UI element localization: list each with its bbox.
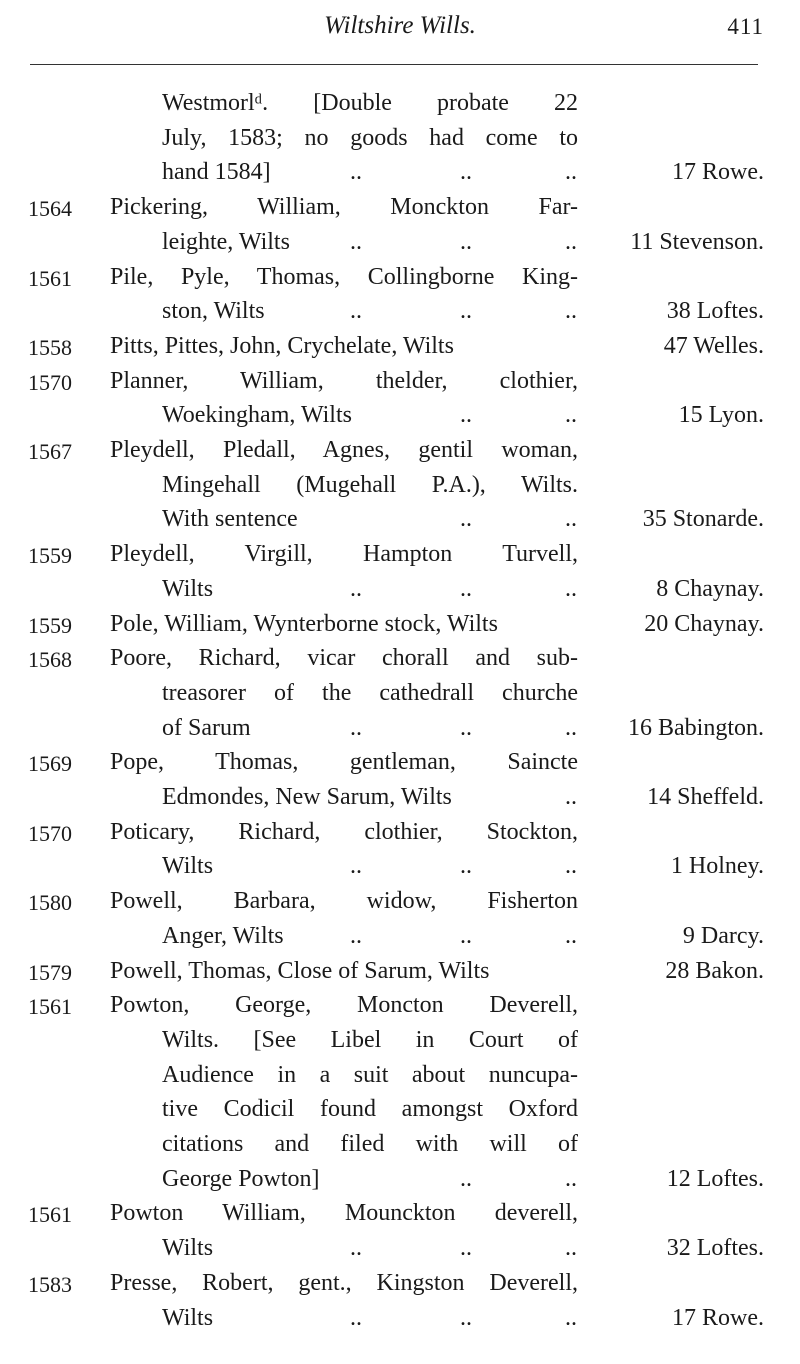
leader-dots: .. xyxy=(454,1235,472,1262)
leader-dots: .. xyxy=(559,506,577,533)
leader-dots: .. xyxy=(344,714,362,741)
leader-dots: .. xyxy=(344,575,362,602)
entry-year: 1561 xyxy=(28,1202,72,1228)
entry-line xyxy=(162,851,577,881)
leader-dots: .. xyxy=(559,575,577,602)
entry-line: Mingehall (Mugehall P.A.), Wilts. xyxy=(162,471,578,498)
entry-line: Powell, Thomas, Close of Sarum, Wilts xyxy=(110,957,490,984)
entry-line-text: ston, Wilts xyxy=(162,298,265,325)
leader-dots: .. xyxy=(559,159,577,186)
entry-year: 1564 xyxy=(28,196,72,222)
entry-line-text: With sentence xyxy=(162,506,298,533)
entry-line-text: Woekingham, Wilts xyxy=(162,402,352,429)
leader-dots: .. xyxy=(454,922,472,949)
entry-line: Pleydell, Virgill, Hampton Turvell, xyxy=(110,541,578,568)
entry-line: Poore, Richard, vicar chorall and sub- xyxy=(110,645,578,672)
entry-line xyxy=(162,227,577,257)
leader-dots: .. xyxy=(454,1304,472,1331)
leader-dots: .. xyxy=(344,1304,362,1331)
entry-line-text: hand 1584] xyxy=(162,159,271,186)
register-reference: 14 Sheffeld. xyxy=(647,784,764,810)
leader-dots: .. xyxy=(454,506,472,533)
entry-year: 1561 xyxy=(28,265,72,291)
entry-year: 1558 xyxy=(28,334,72,360)
entry-line: Poticary, Richard, clothier, Stockton, xyxy=(110,818,578,845)
register-reference: 15 Lyon. xyxy=(678,402,764,429)
entry-line: Pitts, Pittes, John, Crychelate, Wilts xyxy=(110,332,454,359)
leader-dots: .. xyxy=(344,159,362,186)
leader-dots: .. xyxy=(559,784,577,810)
entry-line-text: Anger, Wilts xyxy=(162,922,284,949)
leader-dots: .. xyxy=(344,1235,362,1262)
entry-line: July, 1583; no goods had come to xyxy=(162,124,578,151)
leader-dots: .. xyxy=(559,402,577,429)
leader-dots: .. xyxy=(454,575,472,602)
register-reference: 32 Loftes. xyxy=(666,1235,764,1262)
entry-line: Powton William, Mounckton deverell, xyxy=(110,1200,578,1227)
entry-line-text: Edmondes, New Sarum, Wilts xyxy=(162,784,452,810)
entry-line: Wilts. [See Libel in Court of xyxy=(162,1026,578,1053)
register-reference: 11 Stevenson. xyxy=(630,228,764,255)
entry-line xyxy=(162,713,577,743)
leader-dots: .. xyxy=(559,228,577,255)
leader-dots: .. xyxy=(454,1165,472,1192)
entry-line: citations and filed with will of xyxy=(162,1131,578,1157)
entry-line-text: Wilts xyxy=(162,575,214,602)
header-rule xyxy=(30,64,758,65)
entry-line: Westmorlᵈ. [Double probate 22 xyxy=(162,90,578,116)
leader-dots: .. xyxy=(559,1165,577,1192)
leader-dots: .. xyxy=(454,298,472,325)
entry-line xyxy=(162,157,577,187)
entry-year: 1568 xyxy=(28,647,72,673)
entry-year: 1579 xyxy=(28,959,72,985)
entry-line-text: Wilts xyxy=(162,1304,214,1331)
page-number: 411 xyxy=(727,14,764,39)
entry-line: tive Codicil found amongst Oxford xyxy=(162,1096,578,1123)
entry-line: Pope, Thomas, gentleman, Saincte xyxy=(110,749,578,776)
entry-line: Audience in a suit about nuncupa- xyxy=(162,1061,578,1088)
register-reference: 9 Darcy. xyxy=(682,922,764,949)
entry-line-text: of Sarum xyxy=(162,714,251,741)
entry-line: Pleydell, Pledall, Agnes, gentil woman, xyxy=(110,437,578,463)
leader-dots: .. xyxy=(344,922,362,949)
leader-dots: .. xyxy=(454,714,472,741)
entry-line: Pickering, William, Monckton Far- xyxy=(110,194,578,221)
entry-line xyxy=(162,921,577,951)
register-reference: 17 Rowe. xyxy=(672,1304,764,1331)
entry-year: 1561 xyxy=(28,994,72,1020)
entry-line xyxy=(162,296,577,326)
entry-line xyxy=(162,1233,577,1263)
entry-line-text: leighte, Wilts xyxy=(162,228,290,255)
entry-line: Pile, Pyle, Thomas, Collingborne King- xyxy=(110,263,578,290)
leader-dots: .. xyxy=(454,402,472,429)
leader-dots: .. xyxy=(454,228,472,255)
entry-line-text: George Powton] xyxy=(162,1165,320,1192)
entry-line xyxy=(162,1164,577,1194)
entry-line: Powell, Barbara, widow, Fisherton xyxy=(110,888,578,915)
entry-year: 1583 xyxy=(28,1271,72,1297)
register-reference: 16 Babington. xyxy=(628,714,764,741)
leader-dots: .. xyxy=(559,298,577,325)
entry-line xyxy=(162,1303,577,1333)
entry-year: 1570 xyxy=(28,820,72,846)
leader-dots: .. xyxy=(559,922,577,949)
entry-year: 1567 xyxy=(28,439,72,464)
running-title: Wiltshire Wills. xyxy=(324,12,476,39)
entry-line xyxy=(162,504,577,534)
leader-dots: .. xyxy=(454,853,472,880)
leader-dots: .. xyxy=(344,298,362,325)
leader-dots: .. xyxy=(559,1235,577,1262)
leader-dots: .. xyxy=(454,159,472,186)
entry-line-text: Wilts xyxy=(162,1235,214,1262)
entry-line xyxy=(162,574,577,604)
entry-line: Presse, Robert, gent., Kingston Deverell, xyxy=(110,1269,578,1296)
entry-year: 1559 xyxy=(28,612,72,638)
entry-year: 1559 xyxy=(28,543,72,569)
leader-dots: .. xyxy=(344,853,362,880)
register-reference: 12 Loftes. xyxy=(666,1165,764,1192)
leader-dots: .. xyxy=(559,1304,577,1331)
entry-line xyxy=(162,400,577,430)
entry-year: 1570 xyxy=(28,369,72,395)
entry-line: Pole, William, Wynterborne stock, Wilts xyxy=(110,610,498,637)
leader-dots: .. xyxy=(344,228,362,255)
entry-line xyxy=(162,782,577,812)
entry-year: 1580 xyxy=(28,890,72,916)
entry-year: 1569 xyxy=(28,751,72,777)
register-reference: 1 Holney. xyxy=(670,853,764,880)
register-reference: 8 Chaynay. xyxy=(656,575,764,602)
register-reference: 38 Loftes. xyxy=(666,298,764,325)
leader-dots: .. xyxy=(559,714,577,741)
leader-dots: .. xyxy=(559,853,577,880)
entry-line: Powton, George, Moncton Deverell, xyxy=(110,992,578,1019)
entry-line: treasorer of the cathedrall churche xyxy=(162,679,578,706)
register-reference: 20 Chaynay. xyxy=(644,610,764,637)
entry-line: Planner, William, thelder, clothier, xyxy=(110,367,578,394)
register-reference: 28 Bakon. xyxy=(665,957,764,984)
register-reference: 35 Stonarde. xyxy=(642,506,764,533)
register-reference: 47 Welles. xyxy=(663,332,764,359)
register-reference: 17 Rowe. xyxy=(672,159,764,186)
entry-line-text: Wilts xyxy=(162,853,214,880)
